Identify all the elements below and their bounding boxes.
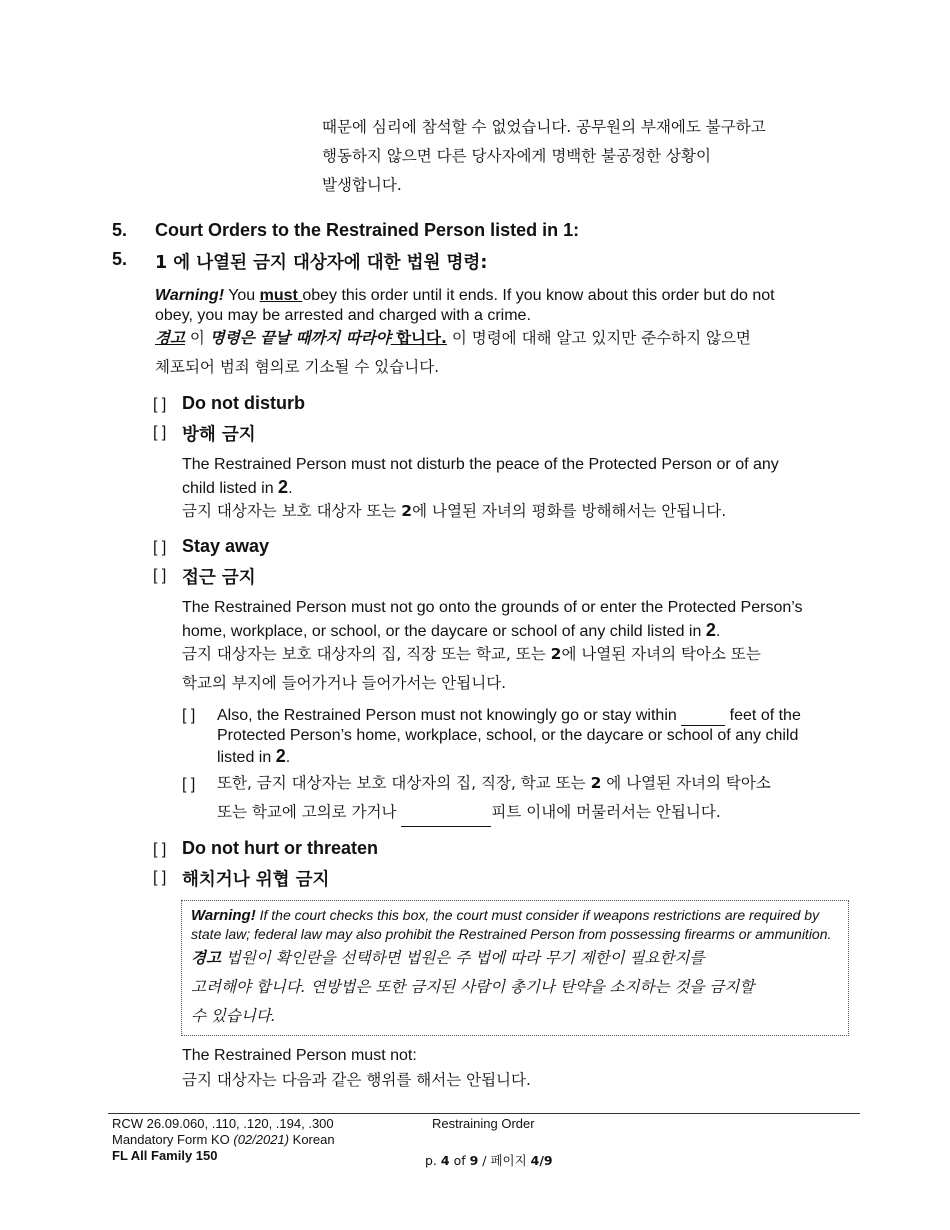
also-body-ko: [217, 769, 867, 827]
page-of: of: [449, 1153, 470, 1168]
weapons-warning-box: [181, 900, 849, 1036]
disturb-title-en: Do not disturb: [182, 393, 305, 413]
warning-ko-text: 이: [184, 329, 210, 347]
feet-blank[interactable]: [681, 711, 725, 726]
disturb-body-en: [182, 453, 842, 500]
hurt-title-en: Do not hurt or threaten: [182, 838, 378, 858]
weapons-warning-ko-text: 법원이 확인란을 선택하면 법원은 주 법에 따라 무기 제한이 필요한지를: [220, 949, 705, 967]
warning-ko-underlined: 합니다.: [390, 329, 447, 347]
stay-body-en: [182, 596, 862, 643]
disturb-body-ko: [182, 497, 862, 526]
footer-left: [112, 1116, 335, 1164]
also-ko-text: 피트 이내에 머물러서는 안됩니다.: [491, 803, 721, 821]
also-text: listed in: [217, 749, 276, 766]
also-ko-text: 또한, 금지 대상자는 보호 대상자의 집, 직장, 학교 또는: [217, 774, 591, 792]
continuation-text: [322, 113, 766, 200]
section-title-en-colon: :: [573, 220, 580, 240]
weapons-warning-text: state law; federal law may also prohibit the Restrained Person from possessing firearms or ammunition.: [191, 926, 832, 942]
also-ref: 2: [275, 746, 286, 766]
section-title-en: [155, 220, 579, 241]
footer-page-number: [425, 1153, 553, 1169]
feet-blank-ko[interactable]: [401, 812, 491, 827]
also-text: .: [285, 749, 291, 766]
warning-ko-text: 이 명령에 대해 알고 있지만 준수하지 않으면: [446, 329, 751, 347]
stay-title-en: Stay away: [182, 536, 270, 556]
disturb-text: child listed in: [182, 480, 279, 497]
stay-ref: 2: [705, 620, 716, 640]
section-number-en: 5.: [112, 220, 128, 240]
page-ko-num: 4/9: [530, 1153, 553, 1168]
weapons-warning-en: [191, 906, 841, 944]
also-ko-text: 또는 학교에 고의로 가거나: [217, 803, 402, 821]
warning-en: [155, 286, 825, 326]
warning-text: You: [224, 287, 260, 304]
checkbox-also-en[interactable]: [ ]: [182, 707, 196, 724]
checkbox-hurt-ko[interactable]: [ ]: [153, 869, 167, 886]
stay-text: home, workplace, or school, or the daycare or school of any child listed in: [182, 623, 706, 640]
continuation-line: 발생합니다.: [322, 176, 402, 194]
also-text: Also, the Restrained Person must not knowingly go or stay within: [217, 707, 682, 724]
also-text: feet of the: [725, 707, 801, 724]
stay-ko-text: 에 나열된 자녀의 탁아소 또는: [561, 645, 761, 663]
weapons-warning-label: Warning!: [191, 907, 256, 924]
page-current: 4: [440, 1153, 450, 1168]
must-not-ko: 금지 대상자는 다음과 같은 행위를 해서는 안됩니다.: [182, 1071, 531, 1089]
disturb-ko-text: 에 나열된 자녀의 평화를 방해해서는 안됩니다.: [412, 502, 727, 520]
section-number-ko-wrap: [112, 249, 127, 270]
section-title-ko-text: 에 나열된 금지 대상자에 대한 법원 명령:: [167, 253, 488, 273]
section-title-ko-ref: 1: [155, 253, 168, 273]
stay-body-ko: [182, 640, 882, 698]
weapons-warning-ko: [191, 944, 846, 1031]
section-number-ko: 5.: [112, 249, 128, 269]
footer-rcw: RCW 26.09.060, .110, .120, .194, .300: [112, 1116, 334, 1131]
also-ko-text: 에 나열된 자녀의 탁아소: [601, 774, 771, 792]
hurt-title-ko: 해치거나 위협 금지: [182, 870, 330, 890]
warning-label: Warning!: [155, 287, 225, 304]
stay-text: .: [715, 623, 721, 640]
warning-ko-text: 체포되어 범죄 혐의로 기소될 수 있습니다.: [155, 358, 440, 376]
checkbox-stay-en[interactable]: [ ]: [153, 539, 167, 556]
footer-mandatory-date: (02/2021): [233, 1132, 290, 1147]
stay-ko-text: 학교의 부지에 들어가거나 들어가서는 안됩니다.: [182, 674, 507, 692]
also-ko-ref: 2: [590, 774, 602, 792]
weapons-warning-ko-text: 고려해야 합니다. 연방법은 또한 금지된 사람이 총기나 탄약을 소지하는 것을 금지할: [191, 978, 755, 996]
stay-title-ko: 접근 금지: [182, 568, 256, 588]
warning-text: obey, you may be arrested and charged with a crime.: [155, 307, 531, 324]
disturb-text: The Restrained Person must not disturb the peace of the Protected Person or of any: [182, 456, 779, 473]
checkbox-disturb-ko[interactable]: [ ]: [153, 424, 167, 441]
footer-doc-title: Restraining Order: [432, 1116, 535, 1131]
warning-ko: [155, 324, 855, 382]
weapons-warning-label-ko: 경고: [191, 949, 221, 967]
page-total: 9: [469, 1153, 479, 1168]
footer-rule: [108, 1113, 860, 1114]
footer-mandatory-lang: Korean: [289, 1132, 335, 1147]
page-prefix: p.: [425, 1153, 441, 1168]
also-body-en: [217, 706, 857, 768]
stay-ko-text: 금지 대상자는 보호 대상자의 집, 직장 또는 학교, 또는: [182, 645, 551, 663]
checkbox-disturb-en[interactable]: [ ]: [153, 396, 167, 413]
warning-ko-emphasis: 명령은 끝날 때까지 따라야: [209, 329, 391, 347]
section-title-ko: [155, 249, 487, 274]
footer-mandatory: [112, 1132, 335, 1148]
disturb-ko-text: 금지 대상자는 보호 대상자 또는: [182, 502, 402, 520]
disturb-title-ko: 방해 금지: [182, 425, 256, 445]
checkbox-also-ko[interactable]: [ ]: [182, 776, 196, 793]
disturb-text: .: [288, 480, 293, 497]
continuation-line: 때문에 심리에 참석할 수 없었습니다. 공무원의 부재에도 불구하고: [322, 118, 766, 136]
must-not-en: The Restrained Person must not:: [182, 1047, 417, 1064]
section-title-en-text: Court Orders to the Restrained Person listed in: [155, 220, 564, 240]
section-number: [112, 220, 127, 241]
disturb-ko-ref: 2: [401, 502, 413, 520]
disturb-ref: 2: [278, 477, 289, 497]
continuation-line: 행동하지 않으면 다른 당사자에게 명백한 불공정한 상황이: [322, 147, 711, 165]
weapons-warning-ko-text: 수 있습니다.: [191, 1007, 276, 1025]
warning-must: must: [259, 287, 303, 304]
page-sep-ko: / 페이지: [478, 1153, 531, 1168]
footer-mandatory-text: Mandatory Form KO: [112, 1132, 234, 1147]
warning-text: obey this order until it ends. If you know about this order but do not: [302, 287, 775, 304]
also-text: Protected Person’s home, workplace, school, or the daycare or school of any child: [217, 727, 799, 744]
stay-text: The Restrained Person must not go onto the grounds of or enter the Protected Person’s: [182, 599, 803, 616]
stay-ko-ref: 2: [550, 645, 562, 663]
weapons-warning-text: If the court checks this box, the court must consider if weapons restrictions are required by: [255, 907, 820, 923]
warning-label-ko: 경고: [155, 329, 185, 347]
checkbox-stay-ko[interactable]: [ ]: [153, 567, 167, 584]
checkbox-hurt-en[interactable]: [ ]: [153, 841, 167, 858]
footer-form-id: FL All Family 150: [112, 1148, 218, 1163]
section-title-en-ref: 1: [563, 220, 574, 240]
